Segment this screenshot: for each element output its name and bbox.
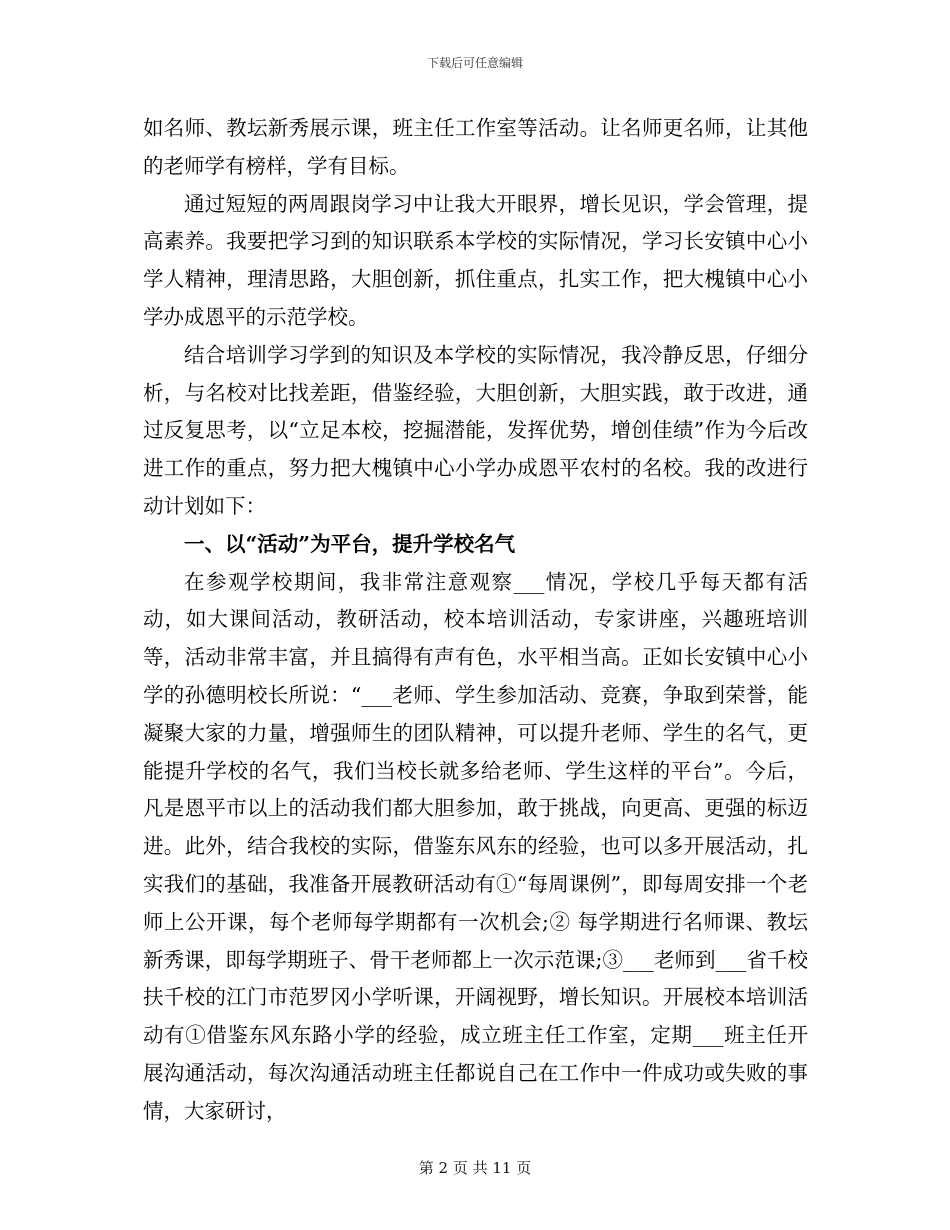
paragraph-2: 通过短短的两周跟岗学习中让我大开眼界，增长见识，学会管理，提高素养。我要把学习到的知识联系本学校的实际情况，学习长安镇中心小学人精神，理清思路，大胆创新，抓住重点，扎实工作，把大槐镇中心小学办成恩平的示范学校。 xyxy=(143,191,808,329)
section-heading: 一、以“活动”为平台，提升学校名气 xyxy=(184,531,516,556)
document-body xyxy=(143,110,808,1131)
page-footer: 第 2 页 共 11 页 xyxy=(418,1159,532,1177)
paragraph-4: 在参观学校期间，我非常注意观察___情况，学校几乎每天都有活动，如大课间活动，教研活动，校本培训活动，专家讲座，兴趣班培训等，活动非常丰富，并且搞得有声有色，水平相当高。正如长安镇中心小学的孙德明校长所说：“___老师、学生参加活动、竞赛，争取到荣誉，能凝聚大家的力量，增强师生的团队精神，可以提升老师、学生的名气，更能提升学校的名气，我们当校长就多给老师、学生这样的平台”。今后，凡是恩平市以上的活动我们都大胆参加，敢于挑战，向更高、更强的标迈进。此外，结合我校的实际，借鉴东风东的经验，也可以多开展活动，扎实我们的基础，我准备开展教研活动有①“每周课例”，即每周安排一个老师上公开课，每个老师每学期都有一次机会;② 每学期进行名师课、教坛新秀课，即每学期班子、骨干老师都上一次示范课;③___老师到___省千校扶千校的江门市范罗冈小学听课，开阔视野，增长知识。开展校本培训活动有①借鉴东风东路小学的经验，成立班主任工作室，定期___班主任开展沟通活动，每次沟通活动班主任都说自己在工作中一件成功或失败的事情，大家研讨， xyxy=(143,569,808,1123)
paragraph-3: 结合培训学习学到的知识及本学校的实际情况，我冷静反思，仔细分析，与名校对比找差距，借鉴经验，大胆创新，大胆实践，敢于改进，通过反复思考，以“立足本校，挖掘潜能，发挥优势，增创佳绩”作为今后改进工作的重点，努力把大槐镇中心小学办成恩平农村的名校。我的改进行动计划如下： xyxy=(143,342,808,518)
page-header: 下载后可任意编辑 xyxy=(426,56,523,70)
paragraph-1: 如名师、教坛新秀展示课，班主任工作室等活动。让名师更名师，让其他的老师学有榜样，学有目标。 xyxy=(143,116,808,178)
